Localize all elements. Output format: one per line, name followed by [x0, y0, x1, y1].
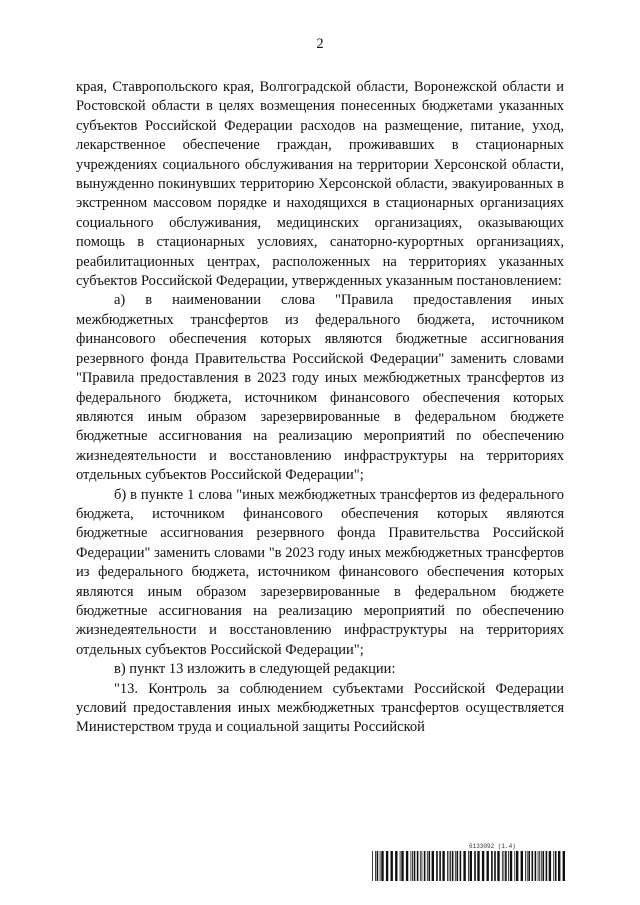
page-number: 2 — [316, 36, 324, 52]
paragraph-item-a: а) в наименовании слова "Правила предоставления иных межбюджетных трансфертов из федерального бюджета, источником финансового обеспечения которых являются бюджетные ассигнования резервного фонда Правительства Российской Федерации" заменить словами "Правила предоставления в 2023 году иных межбюджетных трансфертов из федерального бюджета, источником финансового обеспечения которых являются иным образом зарезервированные в федеральном бюджете бюджетные ассигнования на реализацию мероприятий по обеспечению жизнедеятельности и восстановлению инфраструктуры на территориях отдельных субъектов Российской Федерации"; — [76, 292, 564, 484]
paragraph-continuation: края, Ставропольского края, Волгоградской области, Воронежской области и Ростовской области в целях возмещения понесенных бюджетами указанных субъектов Российской Федерации расходов на размещение, питание, уход, лекарственное обеспечение граждан, проживавших в стационарных учреждениях социального обслуживания на территории Херсонской области, вынужденно покинувших территорию Херсонской области, эвакуированных в экстренном массовом порядке и находящихся в стационарных организациях социального обслуживания, медицинских организациях, оказывающих помощь в стационарных условиях, санаторно-курортных организациях, реабилитационных центрах, расположенных на территориях указанных субъектов Российской Федерации, утвержденных указанным постановлением: — [76, 79, 564, 290]
document-body — [76, 78, 564, 738]
barcode-image — [372, 851, 566, 881]
paragraph-clause-13: "13. Контроль за соблюдением субъектами Российской Федерации условий предоставления иных межбюджетных трансфертов осуществляется Министерством труда и социальной защиты Российской — [76, 680, 564, 736]
document-code: 6133092 (1.4) — [469, 843, 516, 850]
paragraph-item-b: б) в пункте 1 слова "иных межбюджетных трансфертов из федерального бюджета, источником финансового обеспечения которых являются бюджетные ассигнования резервного фонда Правительства Российской Федерации" заменить словами "в 2023 году иных межбюджетных трансфертов из федерального бюджета, источником финансового обеспечения которых являются иным образом зарезервированные в федеральном бюджете бюджетные ассигнования на реализацию мероприятий по обеспечению жизнедеятельности и восстановлению инфраструктуры на территориях отдельных субъектов Российской Федерации"; — [76, 486, 564, 658]
paragraph-item-v: в) пункт 13 изложить в следующей редакции: — [114, 661, 396, 678]
